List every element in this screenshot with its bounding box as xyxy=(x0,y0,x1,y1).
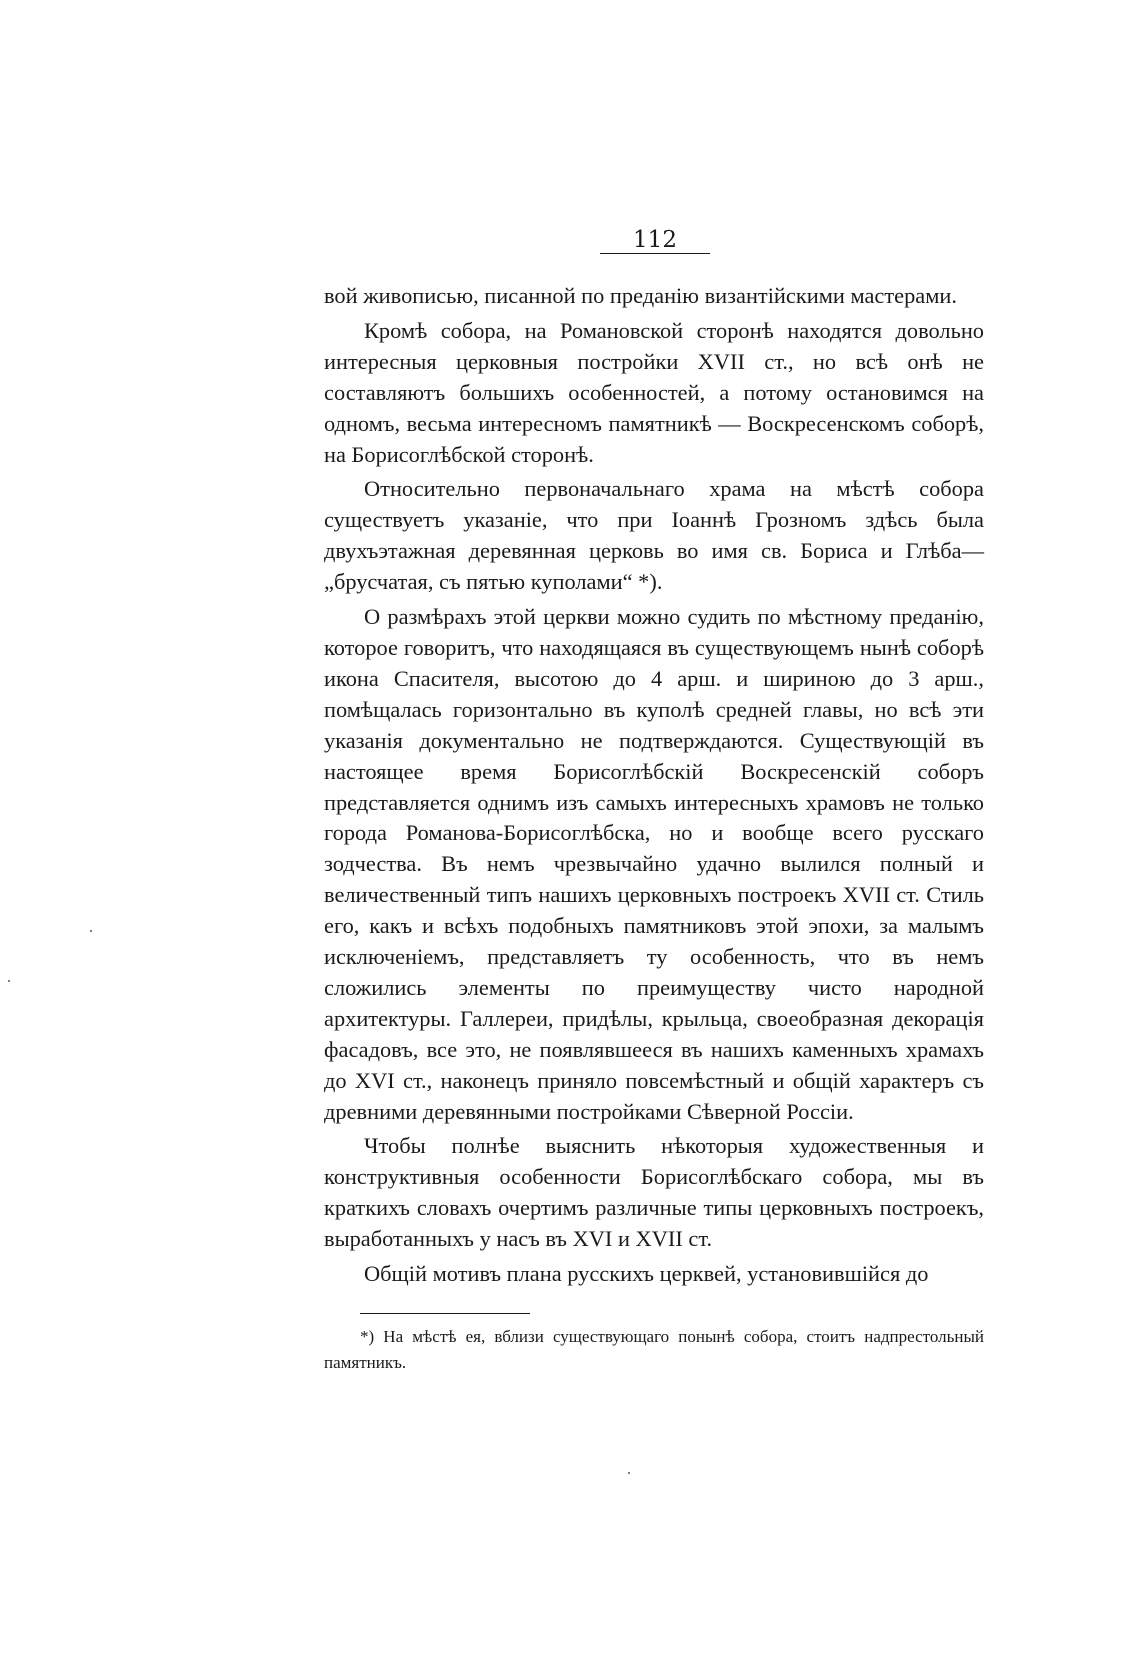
scan-speck xyxy=(90,930,92,932)
paragraph: вой живописью, писанной по преданію византійскими мастерами. xyxy=(324,283,957,308)
paragraph: Общій мотивъ плана русскихъ церквей, установившійся до xyxy=(364,1261,929,1287)
paragraph: Относительно первоначальнаго храма на мѣстѣ собора существуетъ указаніе, что при Іоаннѣ Грозномъ здѣсь была двухъэтажная деревянная церковь во имя св. Бориса и Глѣба— „брусчатая, съ пятью куполами“ *). xyxy=(324,476,984,595)
footnote: *) На мѣстѣ ея, вблизи существующаго понынѣ собора, стоитъ надпрестольный памятникъ. xyxy=(324,1327,984,1372)
paragraph: Чтобы полнѣе выяснить нѣкоторыя художественныя и конструктивныя особенности Борисоглѣбскаго собора, мы въ краткихъ словахъ очертимъ различные типы церковныхъ построекъ, выработанныхъ у насъ въ XVI и XVII ст. xyxy=(324,1133,984,1252)
scan-speck xyxy=(628,1472,630,1474)
paragraph: Кромѣ собора, на Романовской сторонѣ находятся довольно интересныя церковныя постройки XVII ст., но всѣ онѣ не составляютъ большихъ особенностей, а потому остановимся на одномъ, весьма интересномъ памятникѣ — Воскресенскомъ соборѣ, на Борисоглѣбской сторонѣ. xyxy=(324,317,984,467)
page-number: 112 xyxy=(633,227,677,253)
paragraph: О размѣрахъ этой церкви можно судить по мѣстному преданію, которое говоритъ, что находящаяся въ существующемъ нынѣ соборѣ икона Спасителя, высотою до 4 арш. и шириною до 3 арш., помѣщалась горизонтально въ куполѣ средней главы, но всѣ эти указанія документально не подтверждаются. Существующій въ настоящее время Борисоглѣбскій Воскресенскій соборъ представляется однимъ изъ самыхъ интересныхъ храмовъ не только города Романова-Борисоглѣбска, но и вообще всего русскаго зодчества. Въ немъ чрезвычайно удачно вылился полный и величественный типъ нашихъ церковныхъ построекъ XVII ст. Стиль его, какъ и всѣхъ подобныхъ памятниковъ этой эпохи, за малымъ исключеніемъ, представляетъ ту особенность, что въ немъ сложились элементы по преимуществу чисто народной архитектуры. Галлереи, придѣлы, крыльца, своеобразная декорація фасадовъ, все это, не появлявшееся въ нашихъ каменныхъ храмахъ до XVI ст., наконецъ приняло повсемѣстный и общій характеръ съ древними деревянными постройками Сѣверной Россіи. xyxy=(324,604,984,1124)
body-text xyxy=(324,281,984,1290)
footnote-rule xyxy=(360,1313,530,1314)
scan-speck xyxy=(8,980,10,982)
page-number-rule xyxy=(600,253,710,254)
